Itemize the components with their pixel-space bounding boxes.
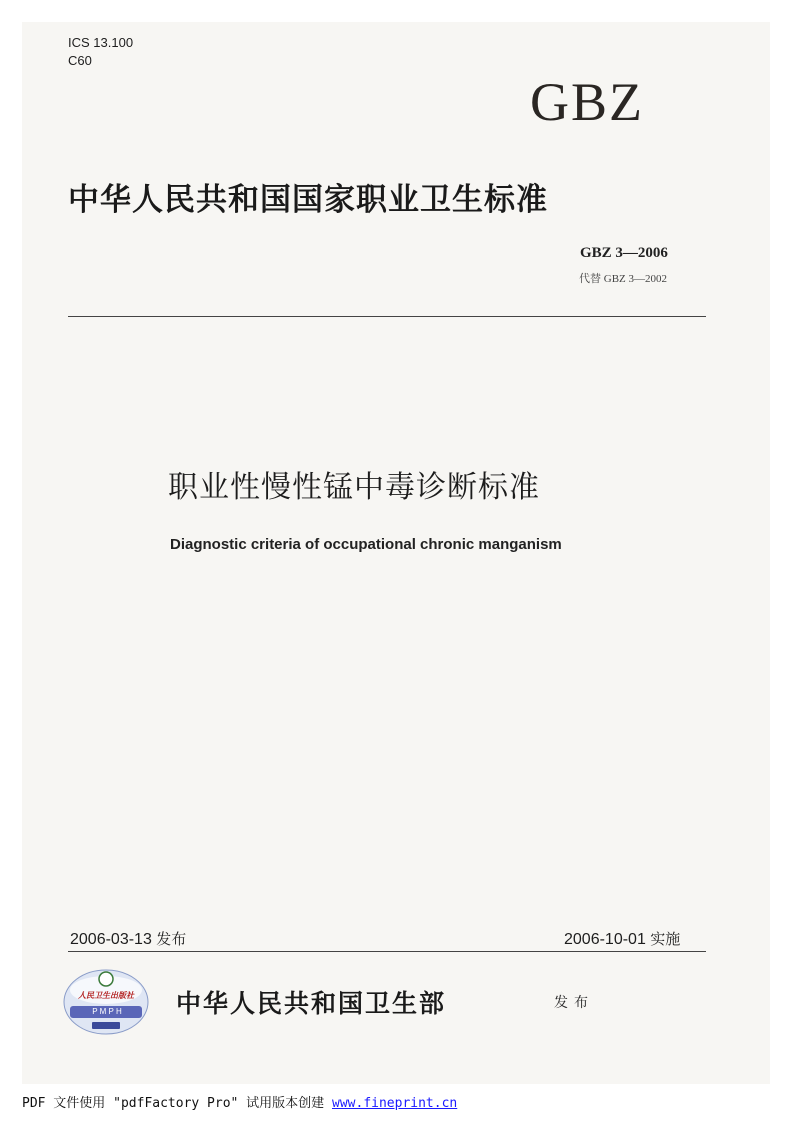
standard-number bbox=[580, 244, 668, 262]
publisher-name: 中华人民共和国卫生部 bbox=[176, 989, 447, 1018]
ccs-code: C60 bbox=[68, 53, 92, 68]
footer-text: PDF 文件使用 "pdfFactory Pro" 试用版本创建 bbox=[22, 1096, 333, 1111]
publisher-seal-icon bbox=[62, 966, 150, 1036]
gbz-logo: GBZ bbox=[530, 72, 644, 132]
classification-block bbox=[68, 34, 133, 70]
standard-number-text: GBZ 3—2006 bbox=[580, 245, 668, 261]
publish-date: 2006-03-13 bbox=[70, 931, 152, 948]
pdf-footer bbox=[22, 1092, 457, 1111]
effective-label: 实施 bbox=[650, 930, 681, 948]
seal-letters: P M P H bbox=[92, 1007, 122, 1016]
seal-text: 人民卫生出版社 bbox=[78, 990, 134, 1000]
publish-date-block bbox=[70, 928, 186, 949]
publish-label: 发布 bbox=[156, 930, 187, 948]
ics-code: ICS 13.100 bbox=[68, 35, 134, 50]
chinese-title: 职业性慢性锰中毒诊断标准 bbox=[168, 470, 540, 505]
english-title: Diagnostic criteria of occupational chronic manganism bbox=[170, 536, 562, 553]
top-divider bbox=[68, 316, 706, 317]
replaces-note: 代替 GBZ 3—2002 bbox=[579, 273, 667, 285]
publisher-action: 发布 bbox=[554, 995, 594, 1011]
effective-date: 2006-10-01 bbox=[564, 931, 646, 948]
footer-link[interactable]: www.fineprint.cn bbox=[332, 1096, 458, 1111]
standard-category-title: 中华人民共和国国家职业卫生标准 bbox=[68, 182, 548, 218]
bottom-divider bbox=[68, 951, 706, 952]
effective-date-block bbox=[564, 928, 680, 949]
